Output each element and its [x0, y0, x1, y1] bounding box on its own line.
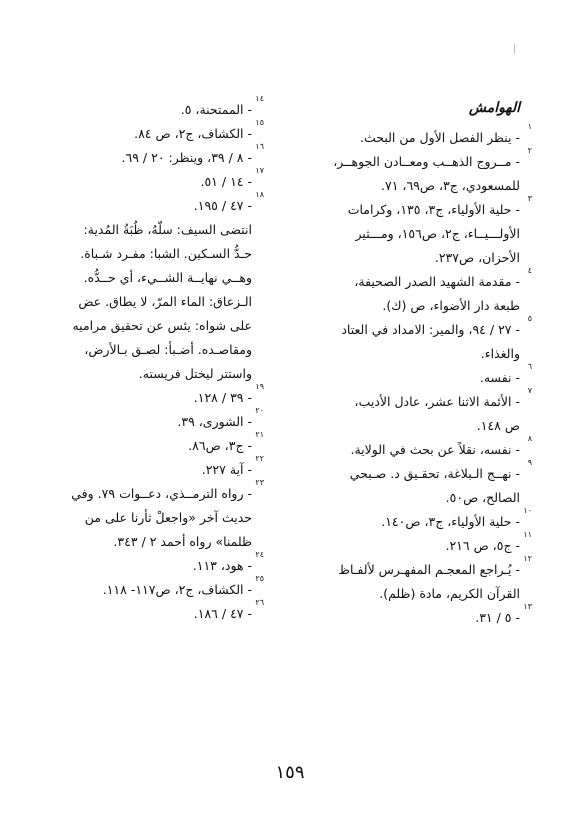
footnote-line: - الكشاف، ج٢، ص ٨٤. [134, 126, 252, 141]
footnote-line: - ٣٩ / ١٢٨. [193, 390, 252, 405]
footnote-number: ٢٦ [255, 598, 264, 607]
footnote-line: - رواه الترمــذي، دعــوات ٧٩. وفي [71, 486, 252, 501]
footnote-line: الأحزان، ص٢٣٧. [434, 250, 520, 265]
footnote-line: انتضى السيف: سلّهُ، ظُبَةُ المُدية: [83, 222, 252, 237]
footnote-line: - مقدمة الشهيد الصدر الصحيفة، [354, 274, 520, 289]
footnote-number: ٢٢ [255, 454, 264, 463]
footnote-line: - نفسه، نقلاً عن بحث في الولاية. [350, 442, 520, 457]
footnote-list-left [22, 94, 264, 626]
footnote-number: ٦ [527, 362, 532, 371]
footnote-line: - هود، ١١٣. [192, 558, 252, 573]
footnote-number: ٢ [527, 146, 532, 155]
footnote [290, 194, 532, 270]
footnote-number: ١٢ [523, 554, 532, 563]
footnote-list-right [290, 122, 532, 630]
footnote-line: ص ١٤٨. [476, 418, 520, 433]
footnote-number: ٣ [527, 194, 532, 203]
footnote [290, 458, 532, 510]
footnote [22, 94, 264, 122]
footnote-line: - ٤٧ / ١٩٥. [193, 198, 252, 213]
footnote-line: الصالح، ص٥٠. [445, 490, 520, 505]
footnote-number: ١ [527, 122, 532, 131]
footnote-line: ظلمنا» رواه أحمد ٢ / ٣٤٣. [113, 534, 252, 549]
footnote-line: للمسعودي، ج٣، ص٦٩، ٧١. [381, 178, 520, 193]
margin-mark [514, 44, 515, 54]
footnote-line: - حلية الأولياء، ج٣، ص١٤٠. [381, 514, 520, 529]
footnote-line: ومقاصـده. أضـبأ: لصـق بـالأرض، [84, 342, 252, 357]
footnote [22, 190, 264, 386]
footnote-number: ١٦ [255, 142, 264, 151]
footnote-line: - يُـراجع المعجـم المفهـرس لألفـاظ [338, 562, 520, 577]
footnote [290, 362, 532, 390]
footnote [22, 118, 264, 146]
footnote-line: وهــي نهايــة الشــيء، أي حــدُّه. [83, 270, 252, 285]
footnote-line: حـدُّ السـكين. الشبا: مفـرد شـباة. [80, 246, 252, 261]
footnote-line: - نفسه. [479, 370, 520, 385]
footnote [290, 554, 532, 606]
footnote-line: واستتر ليختل فريسته. [138, 366, 252, 381]
footnote-number: ٩ [527, 458, 532, 467]
footnote-line: - مــروج الذهــب ومعــادن الجوهــر، [333, 154, 520, 169]
footnote [22, 550, 264, 578]
footnote-line: على شواه: يئس عن تحقيق مراميه [72, 318, 252, 333]
footnote-number: ٨ [527, 434, 532, 443]
footnote-line: الـزعاق: الماء المرّ، لا يطاق. عض [78, 294, 252, 309]
footnote [22, 430, 264, 458]
footnote-number: ١٠ [523, 506, 532, 515]
footnote [290, 122, 532, 150]
footnote [290, 146, 532, 198]
footnote [22, 166, 264, 194]
footnote [290, 434, 532, 462]
footnote [22, 454, 264, 482]
footnote-number: ١١ [523, 530, 532, 539]
footnote-line: - الشورى، ٣٩. [177, 414, 252, 429]
footnote [290, 602, 532, 630]
footnote [290, 266, 532, 318]
footnote-line: - حلية الأولياء، ج٣، ١٣٥، وكرامات [347, 202, 520, 217]
footnote-line: - ٨ / ٣٩، وينظر: ٢٠ / ٦٩. [121, 150, 252, 165]
footnote-line: - آية ٢٢٧. [201, 462, 252, 477]
footnote-number: ٢٥ [255, 574, 264, 583]
footnote-number: ٤ [527, 266, 532, 275]
footnote-line: - ٤٧ / ١٨٦. [193, 606, 252, 621]
footnote-number: ١٣ [523, 602, 532, 611]
footnote-line: - نهــج الـبلاغة، تحقـيق د. صـبحي [349, 466, 520, 481]
footnote-number: ٢١ [255, 430, 264, 439]
footnote [22, 574, 264, 602]
footnotes-column-right [290, 96, 532, 630]
footnotes-heading: الهوامش [468, 100, 520, 116]
footnote-line: حديث آخر «واجعلْ ثأرنا على من [84, 510, 252, 525]
footnote-number: ١٤ [255, 94, 264, 103]
footnote-line: - الكشاف، ج٢، ص١١٧- ١١٨. [102, 582, 252, 597]
footnote-line: - ج٥، ص ٢١٦. [445, 538, 520, 553]
footnote-line: - الممتحنة، ٥. [180, 102, 252, 117]
footnotes-column-left [22, 94, 264, 626]
footnote-number: ٧ [527, 386, 532, 395]
page-number: ١٥٩ [275, 762, 305, 783]
footnote [22, 382, 264, 410]
footnote [22, 406, 264, 434]
footnote-line: طبعة دار الأضواء، ص (ك). [382, 298, 520, 313]
footnote [290, 506, 532, 534]
footnote-line: - ٥ / ٣١. [475, 610, 520, 625]
footnote-line: القرآن الكريم، مادة (ظلم). [379, 586, 520, 601]
footnote-number: ٢٤ [255, 550, 264, 559]
footnote-number: ٥ [527, 314, 532, 323]
footnote-number: ٢٠ [255, 406, 264, 415]
footnote-number: ١٨ [255, 190, 264, 199]
footnote [290, 314, 532, 366]
footnote-line: - ج٣، ص٨٦. [188, 438, 252, 453]
footnote [22, 142, 264, 170]
footnote [290, 386, 532, 438]
footnote-line: الأولـــيــاء، ج٢، ص١٥٦، ومـــثير [355, 226, 520, 241]
footnote-line: - ٢٧ / ٩٤، والمير: الامداد في العتاد [341, 322, 520, 337]
footnote-number: ١٩ [255, 382, 264, 391]
footnote-line: - الأئمة الاثنا عشر، عادل الأديب، [354, 394, 520, 409]
footnote-line: - ينظر الفصل الأول من البحث. [360, 130, 520, 145]
footnote-number: ١٥ [255, 118, 264, 127]
footnote [290, 530, 532, 558]
footnote-line: والغذاء. [480, 346, 520, 361]
footnote [22, 478, 264, 554]
footnote-line: - ١٤ / ٥١. [200, 174, 252, 189]
footnote [22, 598, 264, 626]
footnote-number: ١٧ [255, 166, 264, 175]
footnote-number: ٢٣ [255, 478, 264, 487]
